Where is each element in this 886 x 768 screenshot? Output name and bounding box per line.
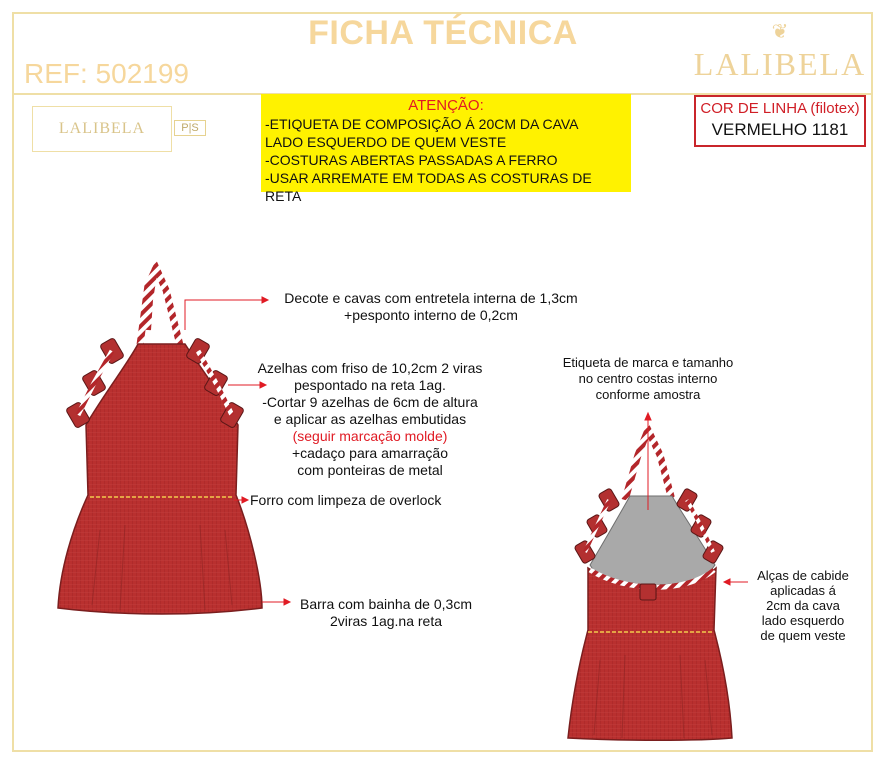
note-line: Barra com bainha de 0,3cm — [300, 596, 472, 612]
note-line: de quem veste — [760, 628, 846, 643]
brand-label-sample: LALIBELA — [32, 106, 172, 152]
attention-line: -COSTURAS ABERTAS PASSADAS A FERRO — [265, 152, 558, 168]
reference-code: REF: 502199 — [24, 58, 189, 89]
note-line: +pesponto interno de 0,2cm — [344, 307, 518, 323]
note-hanger — [748, 568, 858, 643]
size-label-sample: P|S — [174, 120, 206, 136]
front-strap-rope — [140, 268, 180, 345]
attention-line: -USAR ARREMATE EM TODAS AS COSTURAS DE RETA — [265, 170, 592, 204]
note-line: Decote e cavas com entretela interna de 1,3cm — [284, 290, 578, 306]
note-line: -Cortar 9 azelhas de 6cm de altura — [262, 394, 478, 410]
note-line: 2viras 1ag.na reta — [329, 613, 443, 629]
page-title: FICHA TÉCNICA — [308, 14, 578, 52]
note-line: conforme amostra — [595, 387, 701, 402]
attention-title: ATENÇÃO: — [408, 97, 484, 114]
attention-line: -ETIQUETA DE COMPOSIÇÃO Á 20CM DA CAVA — [265, 116, 579, 132]
back-view — [568, 430, 732, 740]
note-line: +cadaço para amarração — [291, 445, 449, 461]
attention-line: LADO ESQUERDO DE QUEM VESTE — [265, 134, 507, 150]
front-view — [58, 268, 262, 614]
note-line: Etiqueta de marca e tamanho — [562, 355, 734, 370]
note-line: e aplicar as azelhas embutidas — [273, 411, 467, 427]
bee-icon: ❦ — [771, 21, 789, 43]
thread-color-title: COR DE LINHA (filotex) — [700, 100, 860, 117]
note-neckline — [266, 290, 596, 324]
note-line: lado esquerdo — [761, 613, 845, 628]
note-line: aplicadas á — [770, 583, 836, 598]
note-line: 2cm da cava — [766, 598, 840, 613]
note-brand-label — [548, 355, 748, 403]
note-line: com ponteiras de metal — [297, 462, 443, 478]
note-hem — [286, 596, 486, 630]
note-line: Alças de cabide — [757, 568, 849, 583]
thread-color-value: VERMELHO 1181 — [711, 120, 849, 139]
note-line-red: (seguir marcação molde) — [292, 428, 448, 444]
note-line: no centro costas interno — [578, 371, 718, 386]
note-loops — [238, 360, 502, 479]
brand-name: LALIBELA — [693, 46, 867, 82]
hanger-loop-tab — [640, 584, 656, 600]
note-lining: Forro com limpeza de overlock — [250, 492, 442, 508]
note-line: pespontado na reta 1ag. — [294, 377, 446, 393]
note-line: Azelhas com friso de 10,2cm 2 viras — [257, 360, 483, 376]
